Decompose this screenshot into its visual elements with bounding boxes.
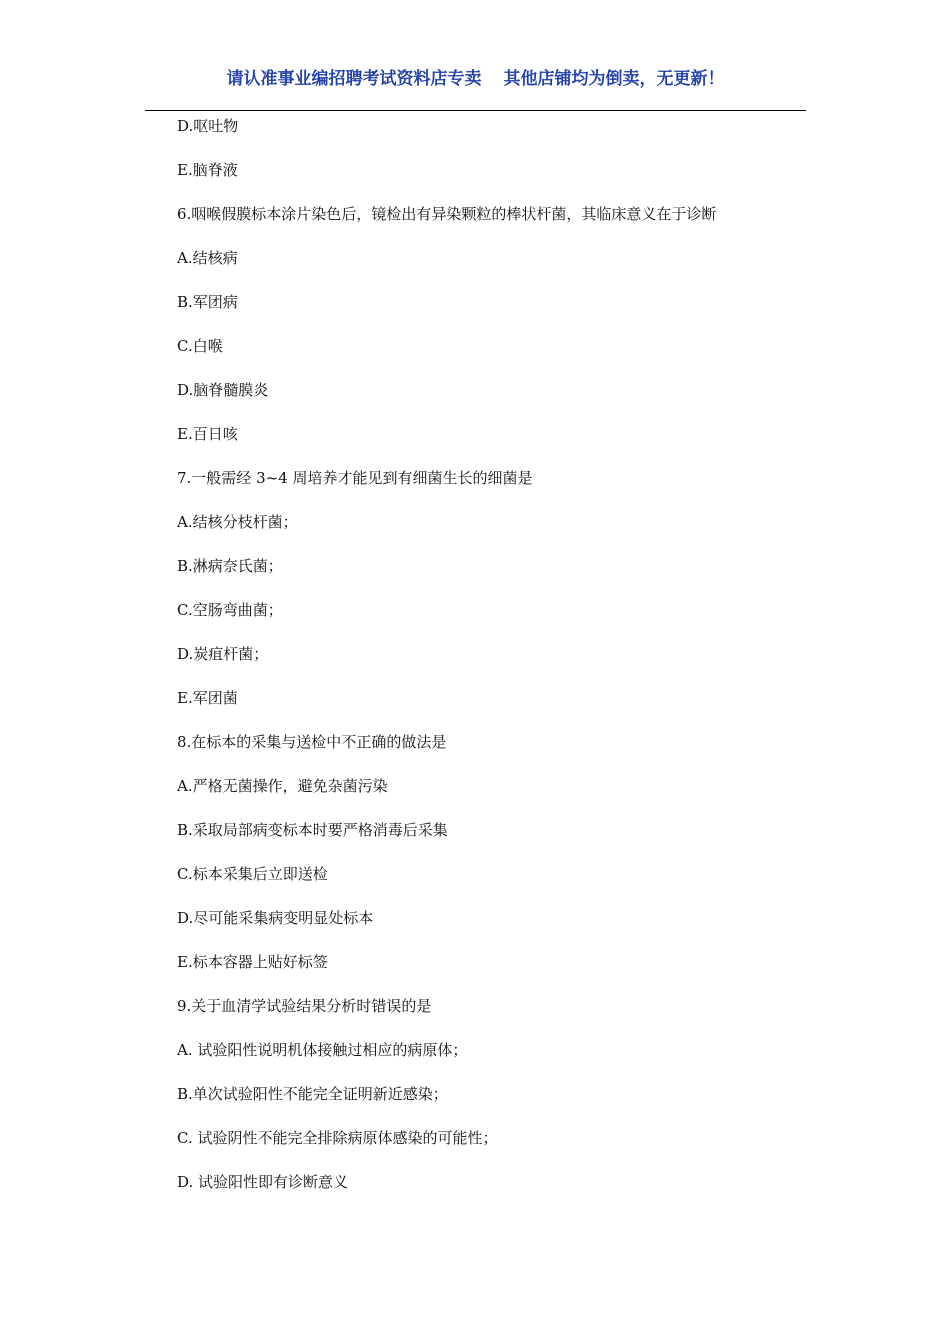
option-line: D.脑脊髓膜炎 — [177, 381, 269, 399]
option-line: D.炭疽杆菌； — [177, 645, 269, 663]
question-line: 8.在标本的采集与送检中不正确的做法是 — [177, 733, 447, 751]
header-left-text: 请认准事业编招聘考试资料店专卖 — [226, 69, 482, 89]
option-line: E.脑脊液 — [177, 161, 238, 179]
header-divider — [145, 110, 806, 111]
option-line: D. 试验阳性即有诊断意义 — [177, 1173, 349, 1191]
option-line: B.采取局部病变标本时要严格消毒后采集 — [177, 821, 448, 839]
question-line: 6.咽喉假膜标本涂片染色后，镜检出有异染颗粒的棒状杆菌，其临床意义在于诊断 — [177, 205, 717, 223]
option-line: A. 试验阳性说明机体接触过相应的病原体； — [177, 1041, 468, 1059]
question-line: 7.一般需经 3~4 周培养才能见到有细菌生长的细菌是 — [177, 469, 533, 487]
option-line: C.白喉 — [177, 337, 223, 355]
option-line: A.结核分枝杆菌； — [177, 513, 298, 531]
option-line: E.百日咳 — [177, 425, 238, 443]
option-line: D.呕吐物 — [177, 117, 239, 135]
option-line: E.军团菌 — [177, 689, 238, 707]
option-line: B.军团病 — [177, 293, 238, 311]
option-line: A.严格无菌操作，避免杂菌污染 — [177, 777, 388, 795]
option-line: A.结核病 — [177, 249, 238, 267]
option-line: B.单次试验阳性不能完全证明新近感染； — [177, 1085, 448, 1103]
option-line: E.标本容器上贴好标签 — [177, 953, 328, 971]
option-line: C.标本采集后立即送检 — [177, 865, 328, 883]
page-header-banner — [145, 66, 806, 92]
option-line: B.淋病奈氏菌； — [177, 557, 283, 575]
question-line: 9.关于血清学试验结果分析时错误的是 — [177, 997, 432, 1015]
option-line: D.尽可能采集病变明显处标本 — [177, 909, 374, 927]
header-right-text: 其他店铺均为倒卖，无更新！ — [503, 69, 725, 89]
question-content — [177, 115, 817, 1215]
option-line: C. 试验阴性不能完全排除病原体感染的可能性； — [177, 1129, 498, 1147]
option-line: C.空肠弯曲菌； — [177, 601, 283, 619]
